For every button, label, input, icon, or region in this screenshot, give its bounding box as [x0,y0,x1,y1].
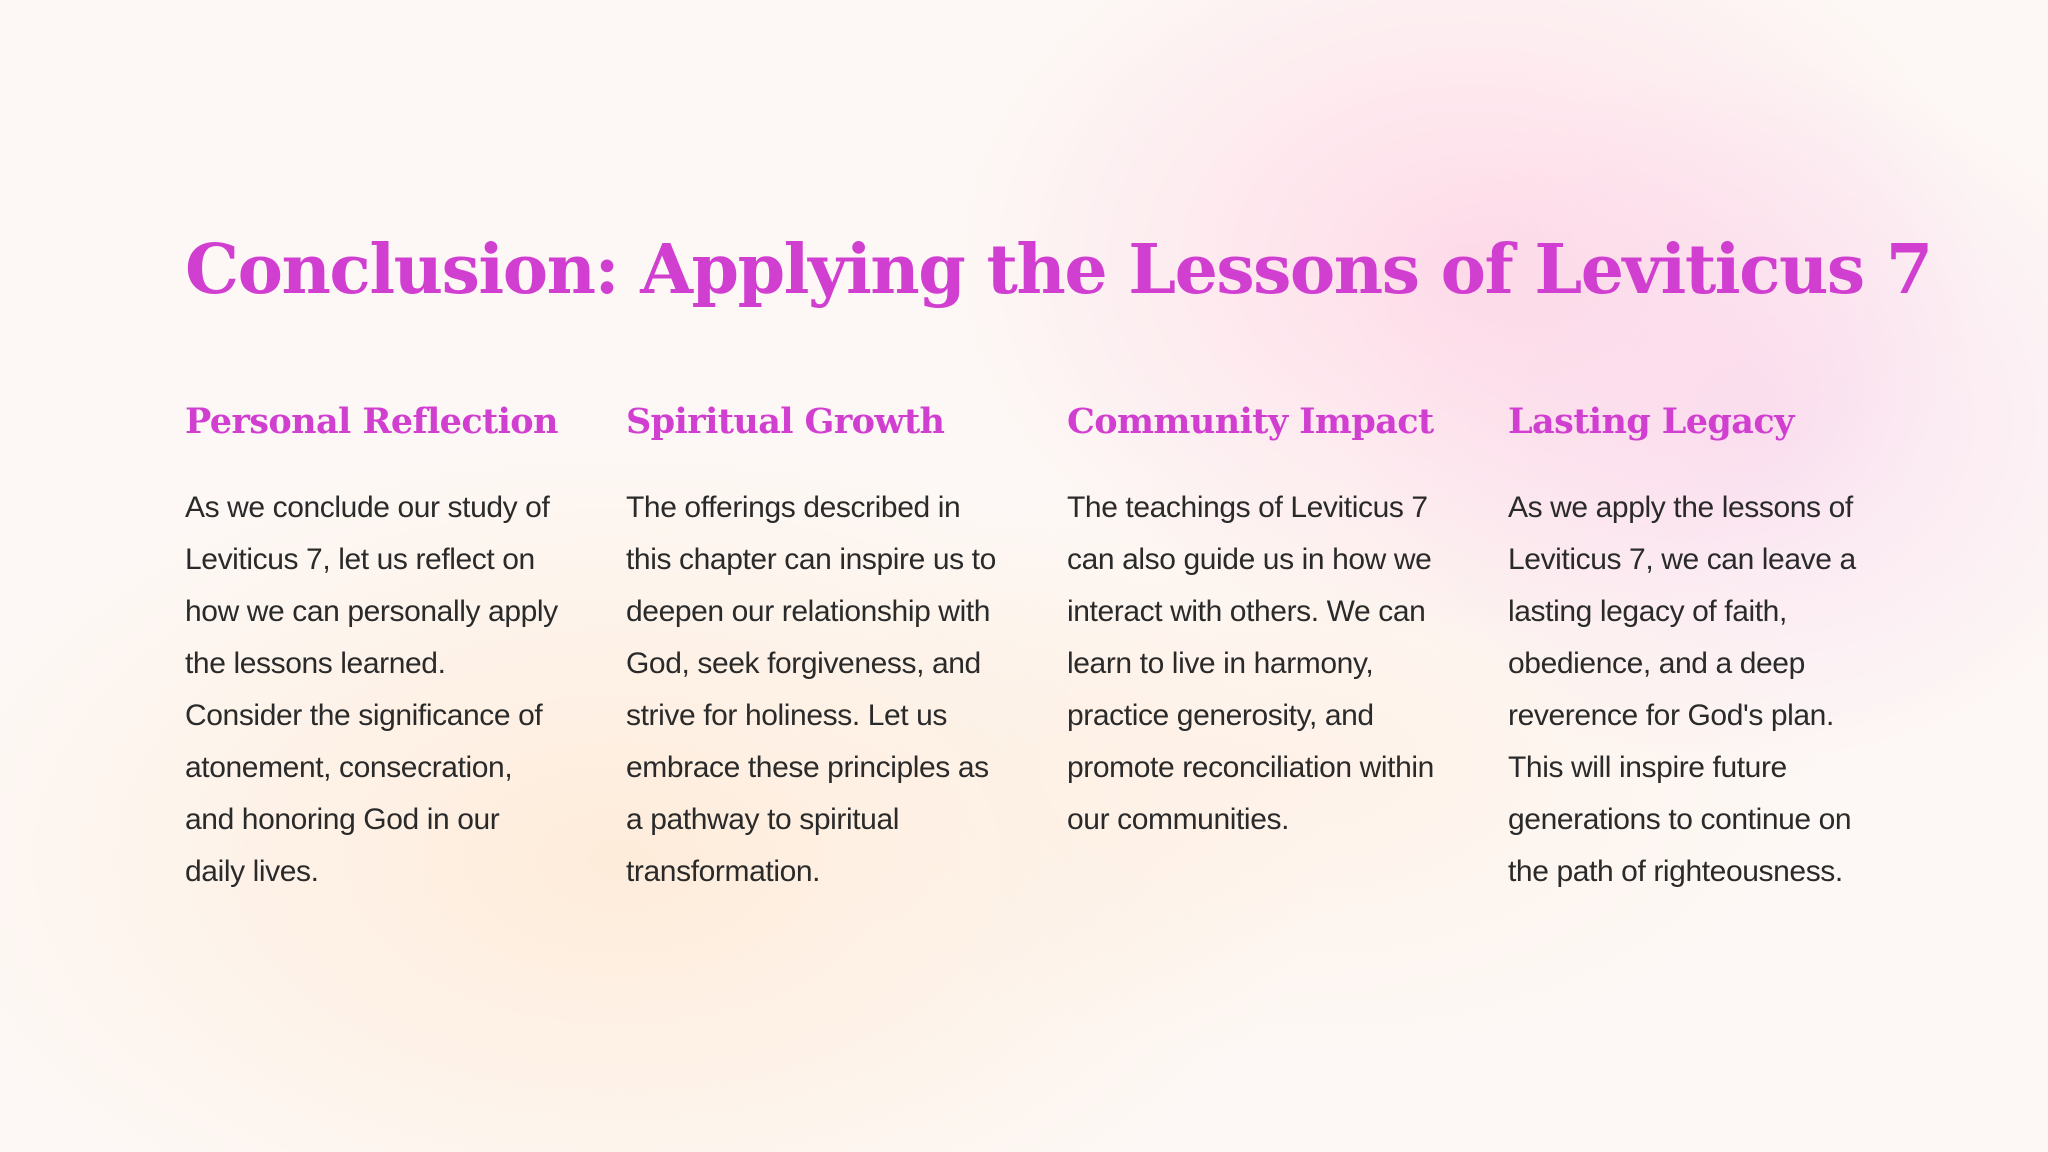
column-heading: Lasting Legacy [1508,401,1794,442]
slide-title: Conclusion: Applying the Lessons of Leviticus 7 [185,230,1932,310]
column-heading: Personal Reflection [185,401,558,442]
column-spiritual-growth [626,398,1004,898]
column-heading: Community Impact [1067,401,1434,442]
column-body: As we apply the lessons of Leviticus 7, we can leave a lasting legacy of faith, obedience, and a deep reverence for God's plan. This will inspire future generations to continue on the path of righteousness. [1508,491,1856,888]
column-lasting-legacy [1508,398,1886,898]
column-body: The offerings described in this chapter can inspire us to deepen our relationship with God, seek forgiveness, and strive for holiness. Let us embrace these principles as a pathway to spiritual transformation. [626,491,996,888]
column-heading: Spiritual Growth [626,401,945,442]
columns-container [185,398,1885,918]
column-community-impact [1067,398,1445,846]
column-body: The teachings of Leviticus 7 can also guide us in how we interact with others. We can learn to live in harmony, practice generosity, and promote reconciliation within our communities. [1067,491,1434,836]
column-body: As we conclude our study of Leviticus 7, let us reflect on how we can personally apply the lessons learned. Consider the significance of atonement, consecration, and honoring God in our daily lives. [185,491,558,888]
column-personal-reflection [185,398,563,898]
